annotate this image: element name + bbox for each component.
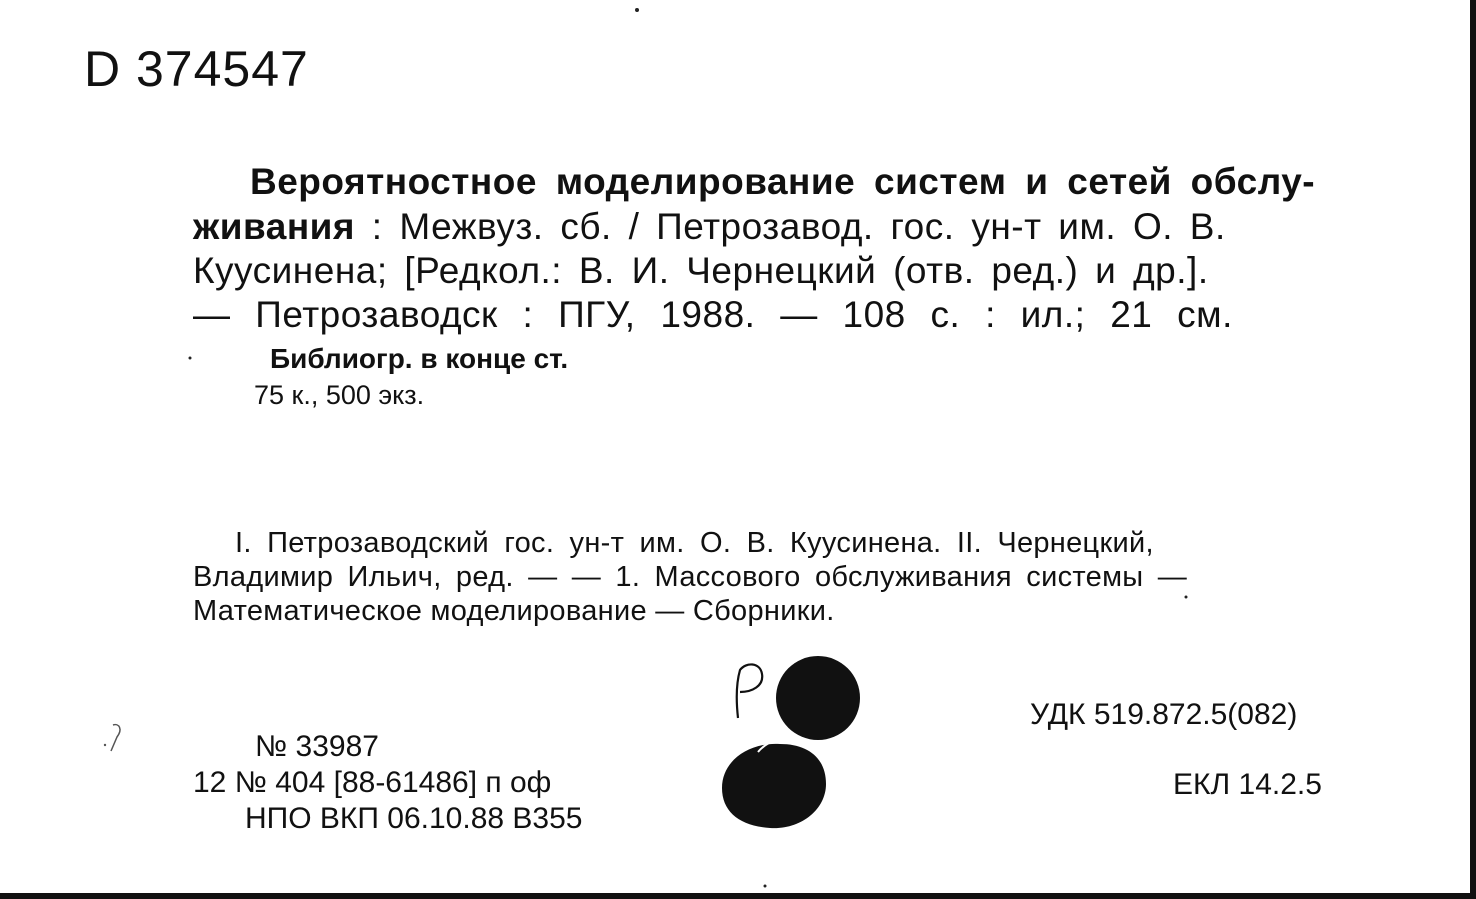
editorial-line: Куусинена; [Редкол.: В. И. Чернецкий (отв. ред.) и др.]. (193, 250, 1209, 291)
call-number: D 374547 (84, 41, 309, 97)
udc-code: УДК 519.872.5(082) (1030, 698, 1298, 731)
print-info: 12 № 404 [88-61486] п оф (193, 766, 552, 799)
npo-info: НПО ВКП 06.10.88 В355 (245, 802, 583, 835)
tracing-line-2: Владимир Ильич, ред. — — 1. Массового обслуживания системы — (193, 561, 1188, 593)
bibliography-note: Библиогр. в конце ст. (270, 343, 569, 374)
tracing-line-3: Математическое моделирование — Сборники. (193, 595, 835, 627)
tracing-line-1: I. Петрозаводский гос. ун-т им. О. В. Куусинена. II. Чернецкий, (235, 527, 1154, 559)
title-continuation: живания (193, 206, 355, 247)
title-line-1: Вероятностное моделирование систем и сетей обслу- (250, 161, 1316, 202)
ekl-code: ЕКЛ 14.2.5 (1173, 768, 1322, 801)
publication-info: : Межвуз. сб. / Петрозавод. гос. ун-т им. О. В. (355, 206, 1226, 247)
accession-number: № 33987 (255, 730, 379, 763)
imprint-line: — Петрозаводск : ПГУ, 1988. — 108 с. : ил.; 21 см. (193, 294, 1233, 335)
price-note: 75 к., 500 экз. (254, 380, 425, 410)
